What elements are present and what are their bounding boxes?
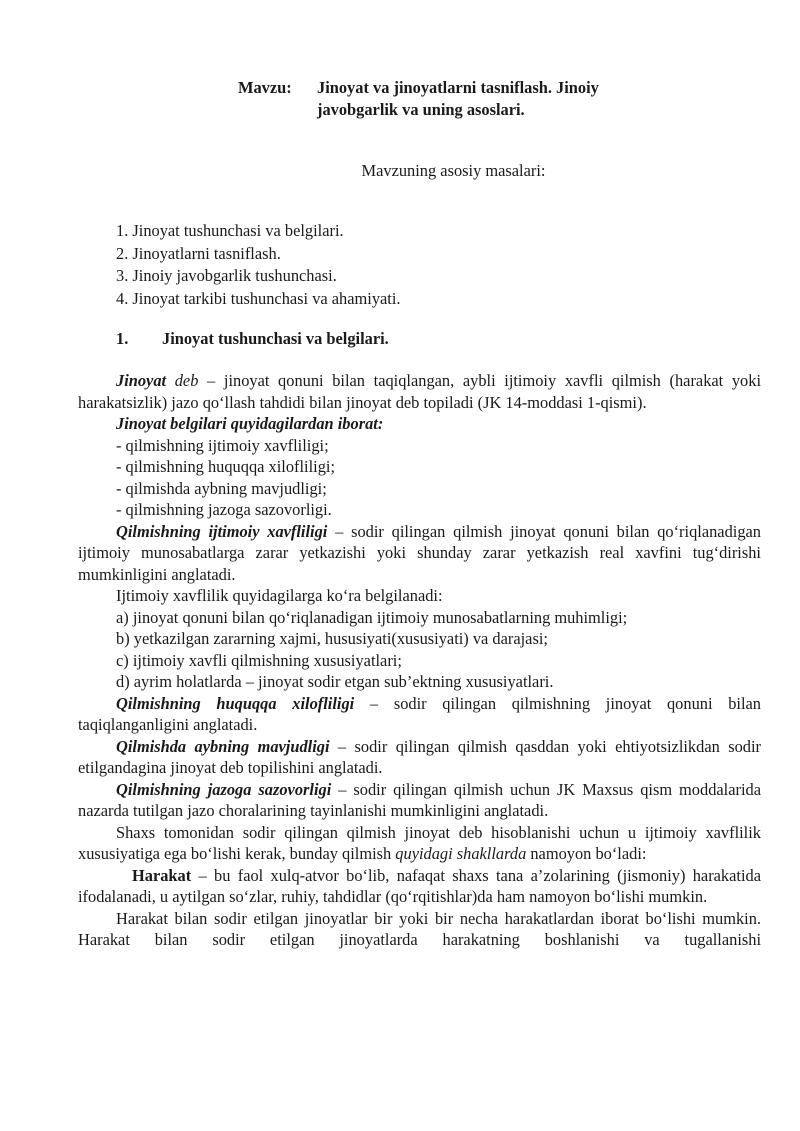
list-item: b) yetkazilgan zararning xajmi, hususiyati(xususiyati) va darajasi; — [116, 629, 548, 648]
paragraph-text: Shaxs tomonidan sodir qilingan qilmish jinoyat deb hisoblanishi uchun u ijtimoiy xavflilik xususiyatiga ega bo‘lishi kerak, bunday qilmish — [78, 822, 761, 863]
paragraph-text: – jinoyat qonuni bilan taqiqlangan, aybli ijtimoiy xavfli qilmish (harakat yoki harakatsizlik) jazo qo‘llash tahdidi bilan jinoyat deb topiladi (JK 14-moddasi 1-qismi). — [78, 371, 761, 412]
task-item: 1. Jinoyat tushunchasi va belgilari. — [116, 221, 344, 240]
subtitle: Mavzuning asosiy masalari: — [361, 161, 546, 180]
list-item: a) jinoyat qonuni bilan qo‘riqlanadigan ijtimoiy munosabatlarning muhimligi; — [116, 607, 628, 627]
section-number: 1. — [116, 329, 129, 348]
paragraph-danger — [78, 521, 761, 586]
danger-intro: Ijtimoiy xavflilik quyidagilarga ko‘ra belgilanadi: — [116, 586, 443, 605]
topic-title — [317, 77, 758, 120]
paragraph-text: – sodir qilingan qilmishning jinoyat qonuni bilan taqiqlanganligini anglatadi. — [78, 693, 762, 734]
paragraph-definition — [78, 370, 761, 413]
topic-header — [238, 77, 758, 120]
paragraph-forms — [78, 822, 761, 865]
term: Jinoyat — [116, 371, 167, 390]
list-item: c) ijtimoiy xavfli qilmishning xususiyatlari; — [116, 650, 402, 670]
topic-title-line2: javobgarlik va uning asoslari. — [317, 99, 525, 119]
paragraph-text: – sodir qilingan qilmish uchun JK Maxsus qism moddalarida nazarda tutilgan jazo choralarining tayinlanishi mumkinligini anglatadi. — [78, 779, 761, 820]
italic-phrase: quyidagi shakllarda — [395, 844, 527, 863]
document-body — [78, 370, 761, 951]
paragraph-text: – sodir qilingan qilmish jinoyat qonuni bilan qo‘riqlanadigan ijtimoiy munosabatlarga zarar yetkazishi yoki shunday zarar yetkazish real xavfini tug‘dirishi mumkinligini anglatadi. — [78, 521, 761, 584]
task-item: 2. Jinoyatlarni tasniflash. — [116, 243, 281, 263]
signs-heading: Jinoyat belgilari quyidagilardan iborat: — [116, 414, 384, 433]
term: Qilmishning jazoga sazovorligi — [116, 779, 332, 799]
term: Harakat — [132, 865, 192, 885]
list-item: - qilmishning huquqqa xilofliligi; — [116, 457, 335, 476]
paragraph-punishability — [78, 779, 761, 822]
paragraph-action — [78, 865, 761, 908]
paragraph-text: namoyon bo‘ladi: — [526, 844, 647, 863]
term-suffix: deb — [166, 371, 199, 390]
list-item: - qilmishda aybning mavjudligi; — [116, 478, 327, 498]
term: Qilmishda aybning mavjudligi — [116, 736, 330, 756]
task-item: 3. Jinoiy javobgarlik tushunchasi. — [116, 266, 337, 285]
list-item: - qilmishning ijtimoiy xavfliligi; — [116, 435, 329, 455]
topic-label: Mavzu: — [238, 78, 292, 97]
paragraph-illegality — [78, 693, 761, 736]
paragraph-action-crimes: Harakat bilan sodir etilgan jinoyatlar bir yoki bir necha harakatlardan iborat bo‘lishi mumkin. Harakat bilan sodir etilgan jinoyatlarda harakatning boshlanishi va tugallanishi — [78, 908, 761, 949]
paragraph-text: – sodir qilingan qilmish qasddan yoki ehtiyotsizlikdan sodir etilgandagina jinoyat deb topilishini anglatadi. — [78, 736, 761, 777]
list-item: d) ayrim holatlarda – jinoyat sodir etgan sub’ektning xususiyatlari. — [116, 672, 554, 691]
task-list — [116, 220, 401, 310]
term: Qilmishning huquqqa xilofliligi — [116, 693, 355, 713]
section-title: Jinoyat tushunchasi va belgilari. — [162, 329, 389, 348]
paragraph-guilt — [78, 736, 761, 779]
list-item: - qilmishning jazoga sazovorligi. — [116, 500, 332, 519]
section-heading — [116, 328, 389, 350]
task-item: 4. Jinoyat tarkibi tushunchasi va ahamiyati. — [116, 288, 401, 308]
topic-title-line1: Jinoyat va jinoyatlarni tasniflash. Jinoiy — [317, 78, 599, 97]
paragraph-text: – bu faol xulq-atvor bo‘lib, nafaqat shaxs tana a’zolarining (jismoniy) harakatida ifodalanadi, u aytilgan so‘zlar, ruhiy, tahdidlar (qo‘rqitishlar)da ham namoyon bo‘lishi mumkin. — [78, 865, 761, 906]
term: Qilmishning ijtimoiy xavfliligi — [116, 521, 328, 541]
